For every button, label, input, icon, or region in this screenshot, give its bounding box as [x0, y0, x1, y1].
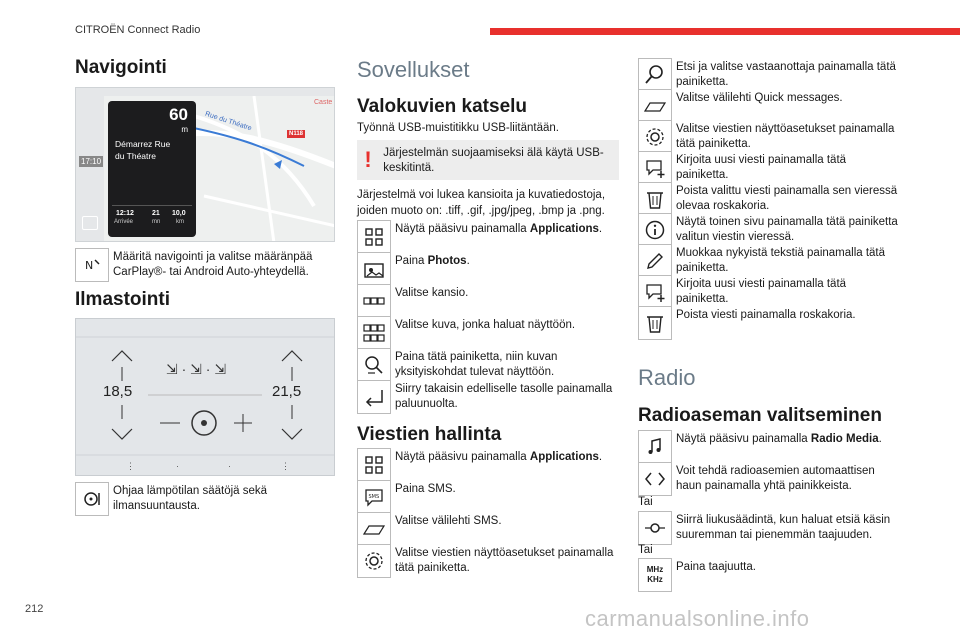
slider-icon	[638, 511, 672, 545]
mhz-icon	[638, 558, 672, 592]
instruction-text: Valitse viestien näyttöasetukset painamalla tätä painiketta.	[395, 547, 614, 574]
message-steps-list	[357, 448, 622, 576]
instruction-step	[357, 220, 622, 254]
instruction-text: Näytä pääsivu painamalla Applications.	[395, 451, 603, 463]
pencil-icon	[638, 244, 672, 278]
temp-right[interactable]: 21,5	[272, 383, 302, 400]
instruction-text: Poista valittu viesti painamalla sen vieressä olevaa roskakoria.	[676, 185, 898, 212]
instruction-text: Valitse kuva, jonka haluat näyttöön.	[395, 319, 576, 331]
page-number: 212	[25, 603, 44, 615]
trash-icon	[638, 182, 672, 216]
message-options-list	[638, 58, 900, 337]
tab-icon	[638, 89, 672, 123]
instruction-step	[357, 380, 622, 414]
info-icon	[638, 213, 672, 247]
warning-text: Järjestelmän suojaamiseksi älä käytä USB-keskitintä.	[383, 147, 604, 174]
instruction-step	[638, 58, 900, 92]
svg-text:⋮: ⋮	[126, 461, 135, 471]
photos-icon	[357, 252, 391, 286]
photo-steps-list	[357, 220, 622, 412]
instruction-step	[638, 275, 900, 309]
instruction-step	[357, 348, 622, 382]
warning-icon: !	[364, 147, 372, 172]
radio-step-post: .	[878, 433, 882, 445]
nav-instruction	[75, 248, 337, 282]
instruction-text: Etsi ja valitse vastaanottaja painamalla tätä painiketta.	[676, 61, 896, 88]
svg-text:⋮: ⋮	[281, 461, 290, 471]
or-label: Tai	[638, 496, 653, 508]
instruction-step	[357, 252, 622, 286]
grid-icon	[357, 220, 391, 254]
new-message-icon	[638, 275, 672, 309]
svg-text:⇲ · ⇲ · ⇲: ⇲ · ⇲ · ⇲	[166, 361, 227, 377]
nav-instruction-text: Määritä navigointi ja valitse määränpää CarPlay®- tai Android Auto-yhteydellä.	[113, 251, 313, 278]
radio-step-text: Paina taajuutta.	[676, 561, 756, 573]
remaining-distance: 10,0	[172, 210, 186, 217]
instruction-text: Kirjoita uusi viesti painamalla tätä painiketta.	[676, 154, 847, 181]
subsection-title-photos: Valokuvien katselu	[357, 96, 528, 117]
instruction-step	[357, 284, 622, 318]
radio-step	[638, 430, 900, 464]
instruction-step	[638, 182, 900, 216]
radio-step	[638, 558, 900, 592]
map-place-label: Caste	[314, 99, 333, 106]
chevrons-icon	[638, 462, 672, 496]
instruction-step	[357, 544, 622, 578]
subsection-title-messages: Viestien hallinta	[357, 424, 502, 445]
running-header: CITROËN Connect Radio	[75, 24, 201, 36]
instruction-text: Kirjoita uusi viesti painamalla tätä painiketta.	[676, 278, 847, 305]
radio-step-pre: Näytä pääsivu painamalla	[676, 433, 811, 445]
instruction-text: Paina tätä painiketta, niin kuvan yksityiskohdat tulevat näyttöön.	[395, 351, 558, 378]
details-icon	[357, 348, 391, 382]
instruction-text: Paina Photos.	[395, 255, 470, 267]
section-title-climate: Ilmastointi	[75, 289, 171, 310]
settings-icon	[357, 544, 391, 578]
instruction-text: Valitse välilehti SMS.	[395, 515, 502, 527]
turn-card	[108, 101, 196, 237]
search-icon	[638, 58, 672, 92]
svg-text:SMS: SMS	[368, 494, 380, 500]
instruction-text: Poista viesti painamalla roskakoria.	[676, 309, 856, 321]
instruction-text: Muokkaa nykyistä tekstiä painamalla tätä painiketta.	[676, 247, 886, 274]
trash-icon	[638, 306, 672, 340]
folders-icon	[357, 284, 391, 318]
climate-instruction	[75, 482, 337, 516]
instruction-text: Näytä toinen sivu painamalla tätä painiketta valitun viestin vieressä.	[676, 216, 898, 243]
new-message-icon	[638, 151, 672, 185]
radio-step-text: Voit tehdä radioasemien automaattisen haun painamalla yhtä painikkeista.	[676, 465, 875, 492]
navigation-screenshot	[75, 87, 335, 242]
photo-formats: Järjestelmä voi lukea kansioita ja kuvatiedostoja, joiden muoto on: .tiff, .gif, .jpg/jpeg, .bmp ja .png.	[357, 189, 606, 217]
subsection-title-station: Radioaseman valitseminen	[638, 405, 882, 426]
radio-step	[638, 511, 900, 545]
watermark: carmanualsonline.info	[585, 606, 810, 631]
home-button-icon[interactable]	[82, 216, 98, 230]
settings-icon	[638, 120, 672, 154]
header-accent-bar	[490, 28, 960, 35]
fan-icon	[75, 482, 109, 516]
instruction-step	[357, 448, 622, 482]
grid-icon	[357, 448, 391, 482]
or-label: Tai	[638, 544, 653, 556]
street-line-2: du Théatre	[115, 151, 156, 161]
turn-distance: 60	[169, 105, 188, 124]
arrival-label: Arrivée	[114, 219, 134, 225]
radio-step-text: Siirrä liukusäädintä, kun haluat etsiä käsin suuremman tai pienemmän taajuuden.	[676, 514, 891, 541]
photo-intro: Työnnä USB-muistitikku USB-liitäntään.	[357, 122, 559, 134]
svg-text:·: ·	[176, 461, 179, 471]
tab-icon	[357, 512, 391, 546]
instruction-step	[638, 120, 900, 154]
duration-label: mn	[152, 219, 161, 225]
instruction-text: Valitse viestien näyttöasetukset painamalla tätä painiketta.	[676, 123, 895, 150]
clock: 17:10	[81, 157, 102, 166]
back-icon	[357, 380, 391, 414]
street-line-1: Démarrez Rue	[115, 139, 171, 149]
instruction-text: Siirry takaisin edelliselle tasolle painamalla paluunuolta.	[395, 383, 613, 410]
climate-instruction-text: Ohjaa lämpötilan säätöjä sekä ilmansuuntausta.	[113, 485, 268, 512]
mhz-label: MHz	[646, 565, 664, 574]
distance-label: km	[176, 219, 184, 225]
instruction-step	[638, 213, 900, 247]
section-title-radio: Radio	[638, 365, 696, 390]
instruction-text: Valitse kansio.	[395, 287, 469, 299]
road-badge: N118	[289, 131, 304, 137]
khz-label: KHz	[647, 575, 663, 584]
instruction-step	[638, 306, 900, 340]
duration: 21	[152, 210, 160, 217]
instruction-text: Paina SMS.	[395, 483, 456, 495]
section-title-navigation: Navigointi	[75, 57, 167, 78]
instruction-step	[638, 244, 900, 278]
warning-box	[357, 140, 619, 180]
instruction-text: Valitse välilehti Quick messages.	[676, 92, 843, 104]
radio-step	[638, 462, 900, 496]
temp-left[interactable]: 18,5	[103, 383, 133, 400]
instruction-step	[357, 480, 622, 514]
arrival-time: 12:12	[116, 210, 134, 217]
instruction-step	[638, 151, 900, 185]
instruction-step	[357, 512, 622, 546]
climate-screenshot	[75, 318, 335, 476]
music-note-icon	[638, 430, 672, 464]
radio-step-bold: Radio Media	[810, 433, 879, 445]
thumbs-icon	[357, 316, 391, 350]
section-title-apps: Sovellukset	[357, 57, 470, 82]
map-street-label: Rue du Théatre	[204, 110, 253, 133]
navigation-icon	[75, 248, 109, 282]
svg-text:·: ·	[228, 461, 231, 471]
instruction-step	[357, 316, 622, 350]
sms-icon	[357, 480, 391, 514]
turn-unit: m	[181, 125, 188, 134]
instruction-step	[638, 89, 900, 123]
svg-text:N: N	[85, 259, 94, 272]
instruction-text: Näytä pääsivu painamalla Applications.	[395, 223, 603, 235]
